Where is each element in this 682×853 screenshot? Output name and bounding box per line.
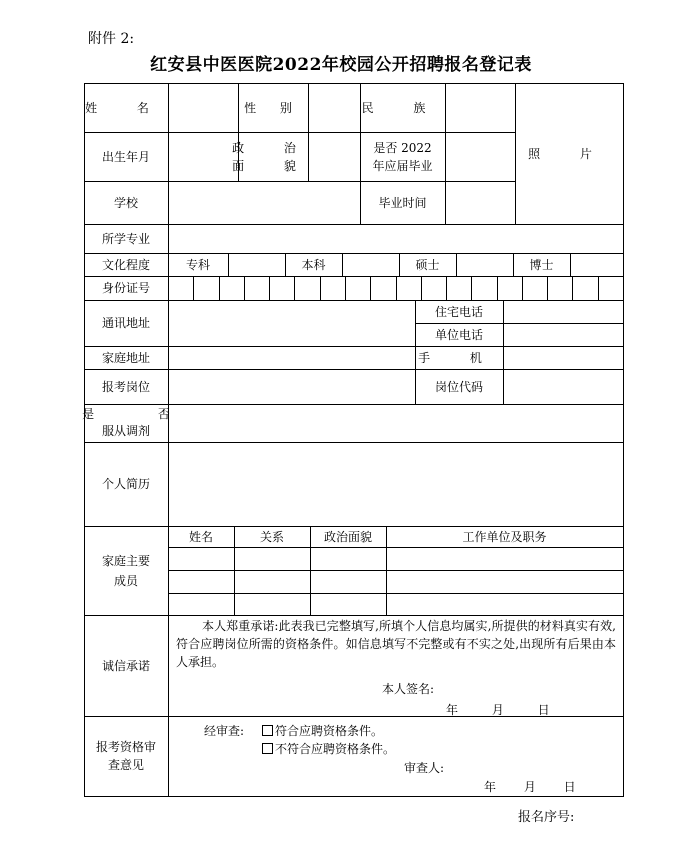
- pledge-text: 本人郑重承诺:此表我已完整填写,所填个人信息均属实,所提供的材料真实有效,符合应聘岗位所需的资格条件。如信息填写不完整或有不实之处,出现所有后果由本人承担。: [176, 619, 616, 669]
- checkbox-icon[interactable]: [262, 725, 273, 736]
- home-phone-label: 住宅电话: [434, 304, 483, 319]
- id-digit-field[interactable]: [371, 277, 395, 300]
- major-label: 所学专业: [101, 231, 150, 246]
- id-digit-field[interactable]: [548, 277, 572, 300]
- fam-name-header: 姓名: [188, 529, 213, 544]
- border-right: [623, 83, 624, 797]
- grid-line: [168, 593, 624, 594]
- id-digit-field[interactable]: [270, 277, 294, 300]
- obey-field[interactable]: [169, 405, 623, 442]
- form-title: 红安县中医医院2022年校园公开招聘报名登记表: [150, 55, 532, 75]
- review-text: 经审查:: [204, 724, 245, 738]
- id-digit-field[interactable]: [220, 277, 244, 300]
- family-label-line1: 家庭主要: [101, 553, 150, 568]
- ethnicity-label: 民 族: [361, 100, 444, 115]
- education-label: 文化程度: [101, 257, 150, 272]
- school-label: 学校: [113, 195, 138, 210]
- integrity-label: 诚信承诺: [101, 658, 150, 673]
- id-digit-field[interactable]: [321, 277, 345, 300]
- work-phone-label: 单位电话: [434, 327, 483, 342]
- id-digit-field[interactable]: [599, 277, 623, 300]
- id-digit-field[interactable]: [447, 277, 471, 300]
- review-option-qualified[interactable]: [262, 723, 383, 739]
- gender-field[interactable]: [309, 84, 360, 132]
- birth-field[interactable]: [169, 133, 238, 181]
- review-option-unqualified-text: 不符合应聘资格条件。: [275, 742, 396, 756]
- id-number-label: 身份证号: [101, 281, 150, 295]
- political-field[interactable]: [309, 133, 360, 181]
- id-digit-field[interactable]: [472, 277, 496, 300]
- mobile-field[interactable]: [504, 347, 623, 369]
- id-digit-field[interactable]: [194, 277, 218, 300]
- pledge-signature: 本人签名:: [382, 682, 435, 696]
- edu-boshi-field[interactable]: [571, 254, 623, 276]
- review-label-line2: 查意见: [107, 758, 144, 772]
- grid-line: [168, 547, 624, 548]
- edu-benke-field[interactable]: [343, 254, 399, 276]
- school-field[interactable]: [169, 182, 360, 224]
- photo-label: 照 片: [528, 146, 610, 161]
- id-digit-field[interactable]: [169, 277, 193, 300]
- name-field[interactable]: [169, 84, 238, 132]
- edu-benke-label: 本科: [301, 257, 326, 272]
- ethnicity-field[interactable]: [446, 84, 515, 132]
- position-label: 报考岗位: [101, 379, 150, 394]
- review-label: [84, 716, 168, 796]
- fam-work-header: 工作单位及职务: [462, 529, 547, 544]
- grad-time-field[interactable]: [446, 182, 515, 224]
- name-label: 姓 名: [85, 100, 167, 115]
- edu-shuoshi-label: 硕士: [415, 257, 440, 272]
- grad-time-label: 毕业时间: [378, 195, 427, 210]
- id-digit-field[interactable]: [422, 277, 446, 300]
- mobile-label: 手 机: [418, 350, 500, 365]
- checkbox-icon[interactable]: [262, 743, 273, 754]
- work-phone-field[interactable]: [504, 324, 623, 346]
- graduate-label-line1: 是否 2022: [373, 140, 432, 155]
- political-label-line2: 面 貌: [232, 158, 314, 173]
- political-label: [232, 132, 314, 181]
- reviewer-label: 审查人:: [404, 761, 445, 775]
- graduate-label-line2: 年应届毕业: [372, 158, 433, 173]
- position-field[interactable]: [169, 370, 415, 404]
- border-bottom: [84, 796, 624, 797]
- id-digit-field[interactable]: [346, 277, 370, 300]
- position-code-label: 岗位代码: [434, 379, 483, 394]
- id-digit-field[interactable]: [245, 277, 269, 300]
- family-label: [84, 526, 168, 615]
- gender-label: 性 别: [244, 100, 302, 115]
- edu-zhuanke-field[interactable]: [229, 254, 285, 276]
- address-label: 通讯地址: [101, 316, 150, 330]
- edu-shuoshi-field[interactable]: [457, 254, 513, 276]
- family-label-line2: 成员: [113, 573, 138, 588]
- id-digit-field[interactable]: [498, 277, 522, 300]
- edu-zhuanke-label: 专科: [185, 257, 210, 272]
- review-option-unqualified[interactable]: [262, 741, 395, 757]
- id-digit-field[interactable]: [523, 277, 547, 300]
- obey-label-line2: 服从调剂: [101, 424, 150, 438]
- resume-field[interactable]: [169, 443, 623, 526]
- id-digit-field[interactable]: [397, 277, 421, 300]
- grid-line: [168, 570, 624, 571]
- edu-boshi-label: 博士: [529, 257, 554, 272]
- address-field[interactable]: [169, 301, 415, 346]
- review-label-line1: 报考资格审: [95, 740, 156, 754]
- graduate-field[interactable]: [446, 133, 515, 181]
- position-code-field[interactable]: [504, 370, 623, 404]
- fam-relation-header: 关系: [259, 529, 284, 544]
- registration-number-label: 报名序号:: [518, 810, 575, 825]
- major-field[interactable]: [169, 225, 623, 253]
- pledge-date: 年 月 日: [446, 703, 550, 717]
- home-phone-field[interactable]: [504, 301, 623, 323]
- family-address-field[interactable]: [169, 347, 415, 369]
- political-label-line1: 政 治: [232, 140, 314, 155]
- resume-label: 个人简历: [101, 477, 150, 491]
- graduate-label: [360, 132, 445, 181]
- family-address-label: 家庭地址: [101, 350, 150, 365]
- obey-label-line1: 是 否: [82, 407, 200, 421]
- id-digit-field[interactable]: [573, 277, 597, 300]
- id-digit-field[interactable]: [295, 277, 319, 300]
- attachment-label: 附件 2:: [88, 31, 135, 47]
- review-date: 年 月 日: [484, 780, 576, 794]
- review-option-qualified-text: 符合应聘资格条件。: [275, 724, 384, 738]
- birth-label: 出生年月: [101, 149, 150, 164]
- fam-political-header: 政治面貌: [323, 529, 372, 544]
- obey-label: [82, 404, 200, 442]
